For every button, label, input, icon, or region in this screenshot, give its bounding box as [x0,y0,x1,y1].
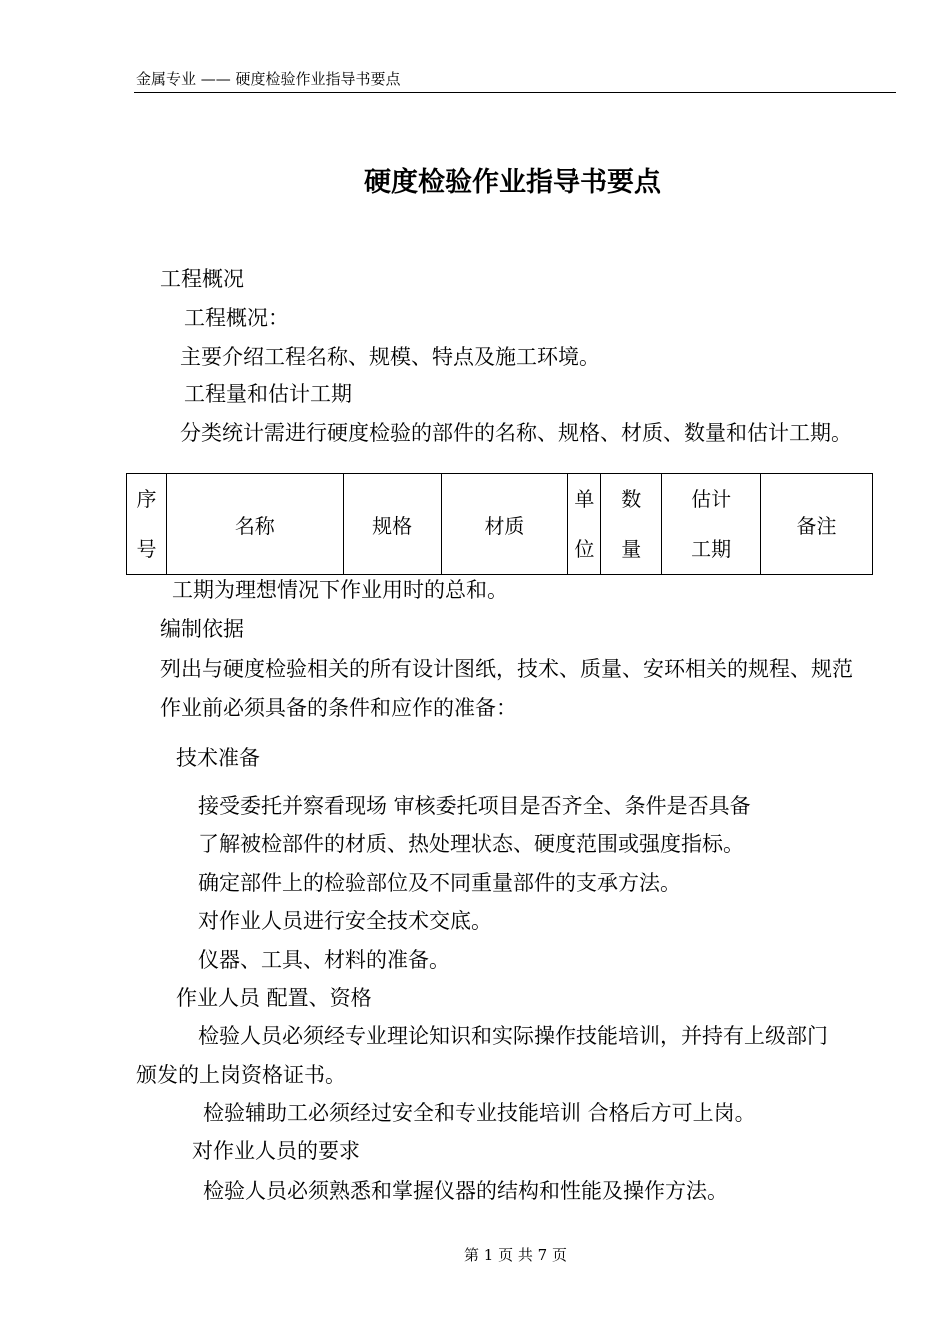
header-divider [134,92,896,93]
subheading-tech-prep: 技术准备 [176,746,260,770]
list-item-tech-3: 确定部件上的检验部位及不同重量部件的支承方法。 [198,871,681,895]
table-header-row [127,474,873,575]
paragraph-staff-1: 检验人员必须经专业理论知识和实际操作技能培训，并持有上级部门 [198,1024,828,1048]
paragraph-overview: 主要介绍工程名称、规模、特点及施工环境。 [180,345,600,369]
paragraph-workload: 分类统计需进行硬度检验的部件的名称、规格、材质、数量和估计工期。 [180,421,852,445]
col-material: 材质 [441,474,568,575]
col-spec: 规格 [343,474,441,575]
list-item-tech-2: 了解被检部件的材质、热处理状态、硬度范围或强度指标。 [198,832,744,856]
paragraph-staff-1-cont: 颁发的上岗资格证书。 [136,1063,346,1087]
paragraph-period-note: 工期为理想情况下作业用时的总和。 [172,578,508,602]
list-item-tech-5: 仪器、工具、材料的准备。 [198,948,450,972]
col-note: 备注 [761,474,873,575]
section-heading-preparation: 作业前必须具备的条件和应作的准备： [160,696,517,720]
col-unit: 单 位 [568,474,601,575]
section-heading-overview: 工程概况 [160,267,244,291]
col-seq: 序 号 [127,474,167,575]
workload-table [126,473,873,575]
list-item-tech-1: 接受委托并察看现场 审核委托项目是否齐全、条件是否具备 [198,794,751,818]
subheading-overview: 工程概况： [184,306,289,330]
section-heading-basis: 编制依据 [160,617,244,641]
paragraph-requirements: 检验人员必须熟悉和掌握仪器的结构和性能及操作方法。 [203,1179,728,1203]
list-item-tech-4: 对作业人员进行安全技术交底。 [198,909,492,933]
subheading-staff: 作业人员 配置、资格 [176,986,372,1010]
subheading-requirements: 对作业人员的要求 [192,1139,360,1163]
paragraph-basis: 列出与硬度检验相关的所有设计图纸，技术、质量、安环相关的规程、规范 [160,657,853,681]
document-title: 硬度检验作业指导书要点 [364,167,661,198]
col-period: 估计 工期 [662,474,761,575]
page-footer: 第 1 页 共 7 页 [464,1246,567,1264]
page-header: 金属专业 —— 硬度检验作业指导书要点 [136,70,401,88]
col-quantity: 数 量 [601,474,662,575]
paragraph-staff-2: 检验辅助工必须经过安全和专业技能培训 合格后方可上岗。 [203,1101,756,1125]
col-name: 名称 [166,474,343,575]
subheading-workload: 工程量和估计工期 [184,382,352,406]
